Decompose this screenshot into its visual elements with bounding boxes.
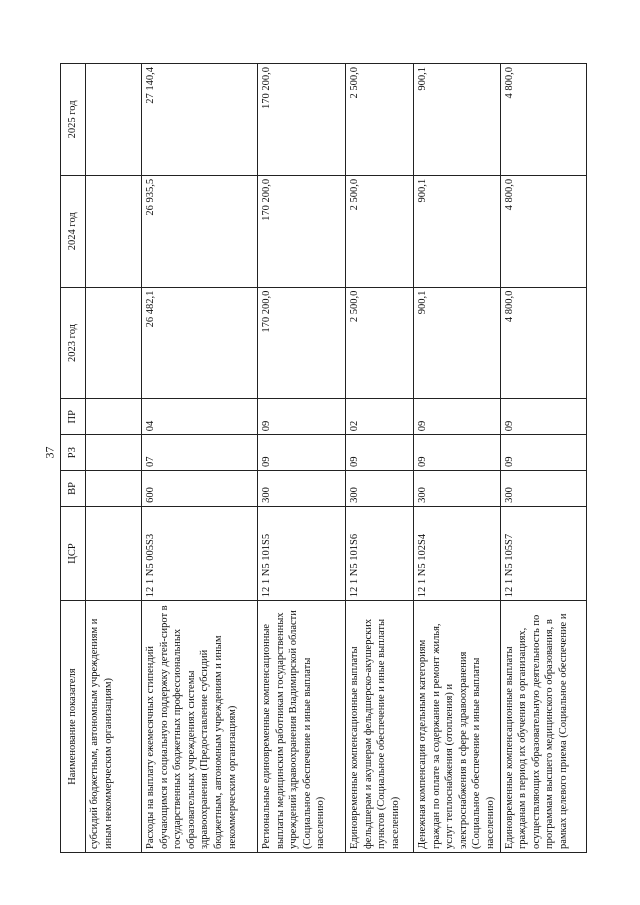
row-2024 — [86, 175, 142, 287]
table-row — [500, 64, 586, 853]
row-2025: 27 140,4 — [142, 64, 258, 176]
table-row — [142, 64, 258, 853]
table-row — [86, 64, 142, 853]
row-2023: 4 800,0 — [500, 287, 586, 399]
header-2025: 2025 год — [61, 64, 86, 176]
row-csr: 12 1 N5 005S3 — [142, 506, 258, 600]
row-csr: 12 1 N5 101S5 — [258, 506, 346, 600]
row-rz: 09 — [346, 435, 414, 471]
row-rz: 09 — [258, 435, 346, 471]
table-header-row — [61, 64, 86, 853]
row-2024: 900,1 — [414, 175, 501, 287]
row-vr — [86, 471, 142, 507]
row-pr: 09 — [258, 399, 346, 435]
row-name: субсидий бюджетным, автономным учреждениям и иным некоммерческим организациям) — [86, 601, 142, 853]
row-pr: 02 — [346, 399, 414, 435]
row-2023: 900,1 — [414, 287, 501, 399]
budget-table — [60, 63, 587, 853]
page-number: 37 — [42, 446, 57, 459]
row-rz: 07 — [142, 435, 258, 471]
row-2023: 26 482,1 — [142, 287, 258, 399]
budget-table-rotated — [60, 63, 580, 853]
table-row — [414, 64, 501, 853]
table-row — [258, 64, 346, 853]
header-vr: ВР — [61, 471, 86, 507]
row-2025: 170 200,0 — [258, 64, 346, 176]
row-2024: 2 500,0 — [346, 175, 414, 287]
row-2023: 170 200,0 — [258, 287, 346, 399]
row-csr: 12 1 N5 102S4 — [414, 506, 501, 600]
row-pr: 04 — [142, 399, 258, 435]
header-csr: ЦСР — [61, 506, 86, 600]
header-name: Наименование показателя — [61, 601, 86, 853]
row-vr: 300 — [500, 471, 586, 507]
header-pr: ПР — [61, 399, 86, 435]
row-csr: 12 1 N5 105S7 — [500, 506, 586, 600]
row-name: Расходы на выплату ежемесячных стипендий обучающимся и социальную поддержку детей-сирот в государственных бюджетных профессиональных образовательных учреждениях системы здравоохранения (Предоставление субсидий бюджетным, автономным учреждениям и иным некоммерческим организациям) — [142, 601, 258, 853]
row-2023: 2 500,0 — [346, 287, 414, 399]
row-vr: 300 — [346, 471, 414, 507]
row-pr: 09 — [414, 399, 501, 435]
row-2025: 900,1 — [414, 64, 501, 176]
header-2023: 2023 год — [61, 287, 86, 399]
row-2024: 26 935,5 — [142, 175, 258, 287]
row-vr: 300 — [258, 471, 346, 507]
row-vr: 300 — [414, 471, 501, 507]
row-2023 — [86, 287, 142, 399]
row-2025 — [86, 64, 142, 176]
row-2024: 170 200,0 — [258, 175, 346, 287]
row-rz: 09 — [500, 435, 586, 471]
row-2024: 4 800,0 — [500, 175, 586, 287]
row-name: Единовременные компенсационные выплаты фельдшерам и акушерам фельдшерско-акушерских пунктов (Социальное обеспечение и иные выплаты населению) — [346, 601, 414, 853]
table-row — [346, 64, 414, 853]
row-pr — [86, 399, 142, 435]
row-csr: 12 1 N5 101S6 — [346, 506, 414, 600]
header-2024: 2024 год — [61, 175, 86, 287]
row-name: Единовременные компенсационные выплаты гражданам в период их обучения в организациях, осуществляющих образовательную деятельность по программам высшего медицинского образования, в рамках целевого приема (Социальное обеспечение и — [500, 601, 586, 853]
row-pr: 09 — [500, 399, 586, 435]
header-rz: РЗ — [61, 435, 86, 471]
row-name: Региональные единовременные компенсационные выплаты медицинским работникам государственных учреждений здравоохранения Владимирской области (Социальное обеспечение и иные выплаты населению) — [258, 601, 346, 853]
row-vr: 600 — [142, 471, 258, 507]
row-2025: 4 800,0 — [500, 64, 586, 176]
row-rz: 09 — [414, 435, 501, 471]
row-name: Денежная компенсация отдельным категориям граждан по оплате за содержание и ремонт жилья, услуг теплоснабжения (отопления) и электроснабжения в сфере здравоохранения (Социальное обеспечение и иные выплаты населению) — [414, 601, 501, 853]
row-2025: 2 500,0 — [346, 64, 414, 176]
row-rz — [86, 435, 142, 471]
row-csr — [86, 506, 142, 600]
